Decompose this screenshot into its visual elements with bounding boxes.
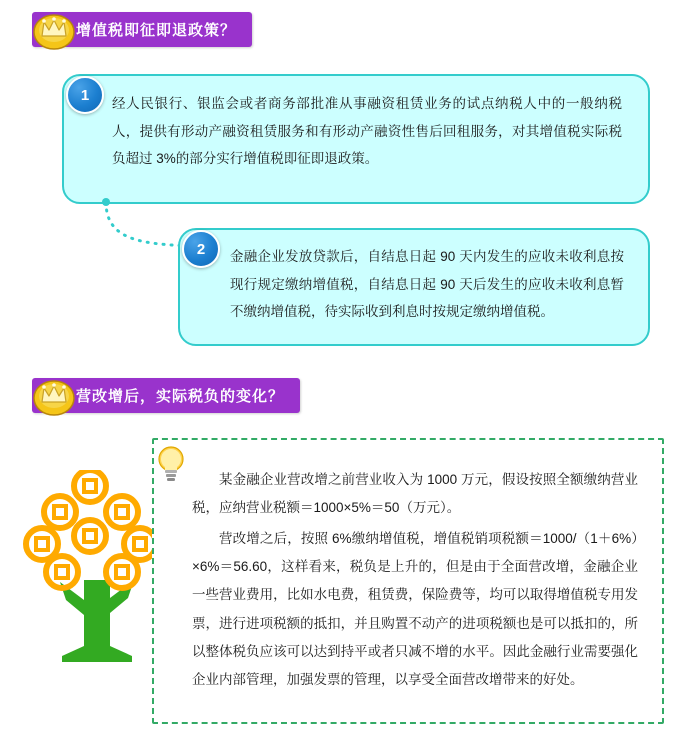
crown-icon bbox=[32, 10, 76, 50]
callout-bubble-1 bbox=[62, 74, 650, 204]
section-header-1 bbox=[32, 12, 252, 47]
callout-bubble-2 bbox=[178, 228, 650, 346]
crown-icon bbox=[32, 376, 76, 416]
bubble-number-badge-1: 1 bbox=[66, 76, 104, 114]
money-tree-icon bbox=[22, 470, 172, 670]
analysis-paragraph-1: 某金融企业营改增之前营业收入为 1000 万元，假设按照全额缴纳营业税，应纳营业税额＝1000×5%＝50（万元）。 bbox=[192, 472, 638, 516]
section-title-1: 增值税即征即退政策？ bbox=[32, 12, 252, 47]
bubble-text-1: 经人民银行、银监会或者商务部批准从事融资租赁业务的试点纳税人中的一般纳税人，提供有形动产融资租赁服务和有形动产融资性售后回租服务，对其增值税实际税负超过 3%的部分实行增值税即征即退政策。 bbox=[112, 96, 622, 167]
analysis-box bbox=[152, 438, 664, 724]
lightbulb-icon bbox=[156, 444, 186, 484]
analysis-paragraph-2: 营改增之后，按照 6%缴纳增值税，增值税销项税额＝1000/（1＋6%）×6%＝56.60，这样看来，税负是上升的，但是由于全面营改增，金融企业一些营业费用，比如水电费，租赁费，保险费等，均可以取得增值税专用发票，进行进项税额的抵扣，并且购置不动产的进项税额也是可以抵扣的，所以整体税负应该可以达到持平或者只减不增的水平。因此金融行业需要强化企业内部管理，加强发票的管理，以享受全面营改增带来的好处。 bbox=[192, 530, 638, 688]
bubble-number-badge-2: 2 bbox=[182, 230, 220, 268]
bubble-text-2: 金融企业发放贷款后，自结息日起 90 天内发生的应收未收利息按现行规定缴纳增值税，自结息日起 90 天后发生的应收未收利息暂不缴纳增值税，待实际收到利息时按规定缴纳增值税。 bbox=[230, 249, 624, 320]
section-title-2: 营改增后，实际税负的变化？ bbox=[32, 378, 300, 413]
section-header-2 bbox=[32, 378, 300, 413]
